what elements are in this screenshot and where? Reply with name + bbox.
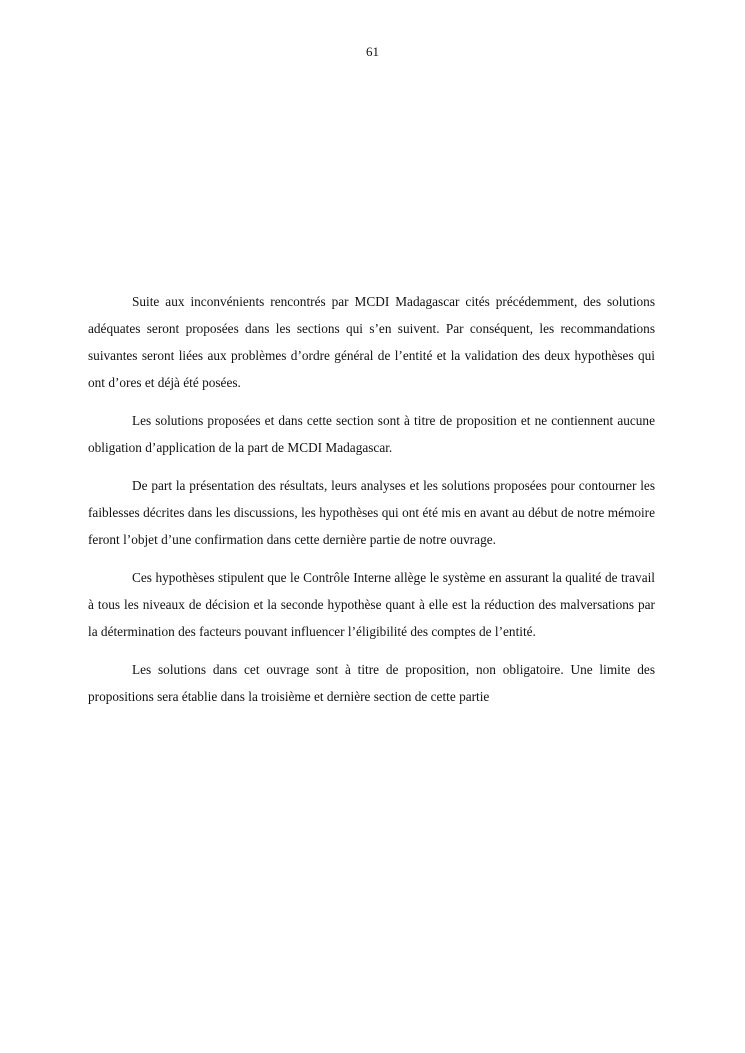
paragraph-4: Ces hypothèses stipulent que le Contrôle Interne allège le système en assurant la qualité de travail à tous les niveaux de décision et la seconde hypothèse quant à elle est la réduction des malversations par la détermination des facteurs pouvant influencer l’éligibilité des comptes de l’entité. xyxy=(88,570,655,639)
paragraph-5: Les solutions dans cet ouvrage sont à titre de proposition, non obligatoire. Une limite des propositions sera établie dans la troisième et dernière section de cette partie xyxy=(88,662,655,704)
page-number: 61 xyxy=(366,44,379,59)
paragraph-2: Les solutions proposées et dans cette section sont à titre de proposition et ne contiennent aucune obligation d’application de la part de MCDI Madagascar. xyxy=(88,413,655,455)
paragraph-3: De part la présentation des résultats, leurs analyses et les solutions proposées pour contourner les faiblesses décrites dans les discussions, les hypothèses qui ont été mis en avant au début de notre mémoire feront l’objet d’une confirmation dans cette dernière partie de notre ouvrage. xyxy=(88,478,655,547)
body-text xyxy=(88,288,655,721)
paragraph-1: Suite aux inconvénients rencontrés par MCDI Madagascar cités précédemment, des solutions adéquates seront proposées dans les sections qui s’en suivent. Par conséquent, les recommandations suivantes seront liées aux problèmes d’ordre général de l’entité et la validation des deux hypothèses qui ont d’ores et déjà été posées. xyxy=(88,294,655,390)
